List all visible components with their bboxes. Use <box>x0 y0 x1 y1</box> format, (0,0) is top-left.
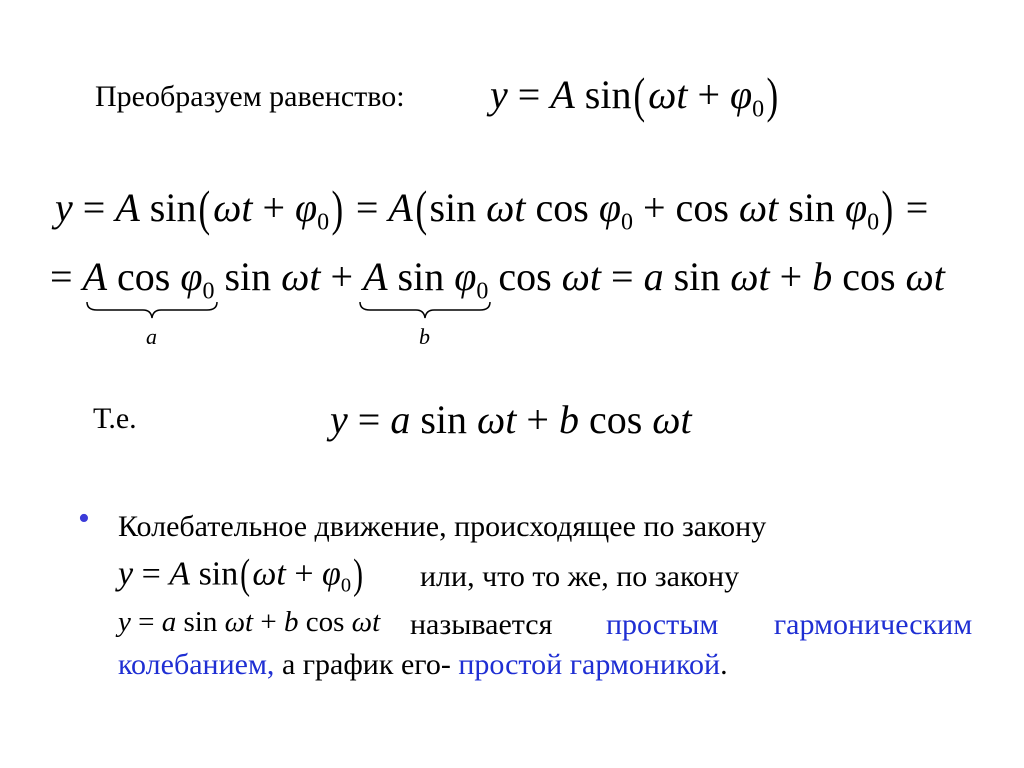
bullet-line-2-text: или, что то же, по закону <box>420 560 740 593</box>
formula-expansion-2: = A $\cos \varphi_0$ sin ωt + A $\sin \varphi_0$ cos ωt = a sin ωt + b cos ωt <box>50 254 945 305</box>
ie-label: Т.е. <box>93 402 137 435</box>
bullet-line-1: Колебательное движение, происходящее по закону <box>118 510 767 543</box>
underbrace-b <box>358 300 493 322</box>
bullet-line-4-text: а график его- <box>281 648 451 681</box>
intro-label: Преобразуем равенство: <box>95 80 405 113</box>
formula-result: y = a sin ωt + b cos ωt <box>330 397 692 442</box>
term-simple-harmonica: простой гармоникой <box>458 648 721 681</box>
term-simple-harmonic: простым гармоническим <box>606 608 973 641</box>
bullet-line-4 <box>118 648 728 682</box>
underbrace-a <box>85 300 220 322</box>
formula-expansion-1: y = A $\sin(\omega t + \varphi_0) = A(\sin$ ωt $\cos \varphi_0 + \cos \omega t$ $\sin \varphi_0$) = <box>55 180 929 236</box>
bullet-line-3-text: называется <box>410 608 553 641</box>
brace-label-a: a <box>146 324 157 349</box>
formula-inline-1: y = A $\sin(\omega t + \varphi_0)$ <box>118 551 364 598</box>
term-oscillation: колебанием, <box>118 648 275 681</box>
brace-label-b: b <box>419 324 430 349</box>
formula-1: y = A $\sin(\omega t + \varphi_0)$ <box>490 67 779 123</box>
formula-inline-2: y = a sin ωt + b cos ωt <box>118 606 381 638</box>
bullet-icon: • <box>78 500 90 537</box>
period: . <box>720 648 728 681</box>
